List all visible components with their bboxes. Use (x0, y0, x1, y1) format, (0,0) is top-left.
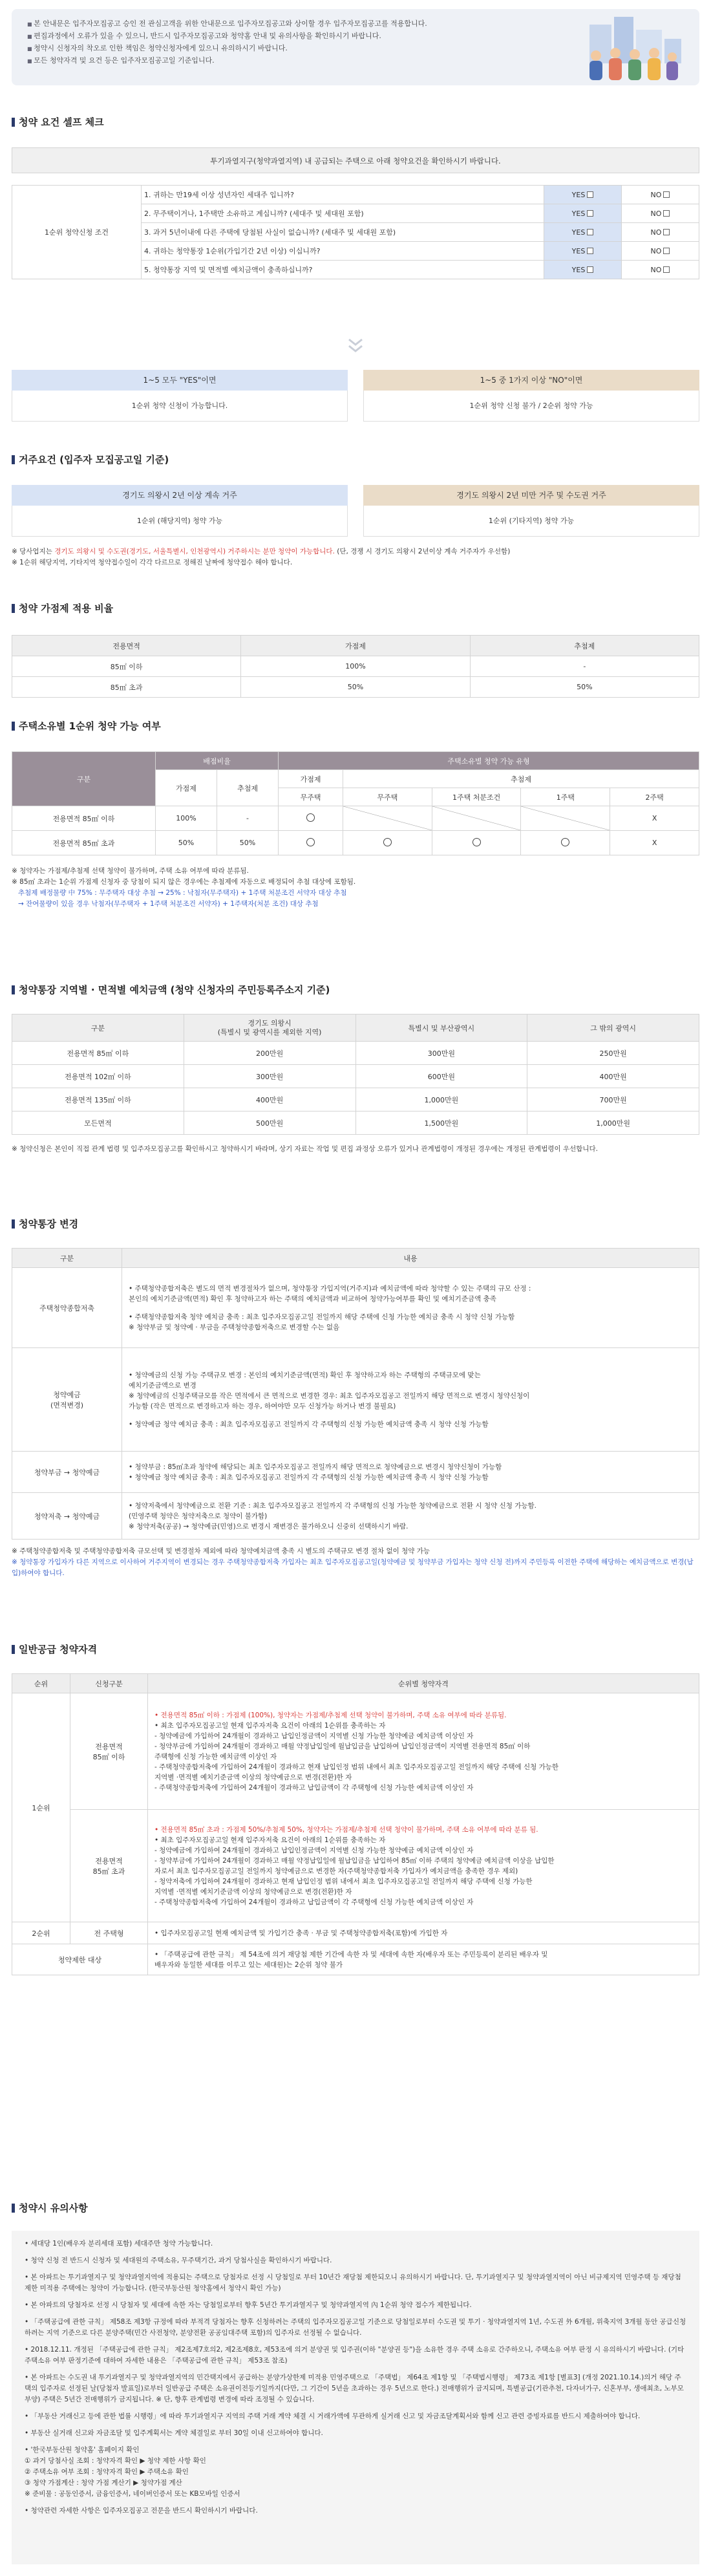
not-applicable-cell (343, 806, 432, 831)
result-yes-body: 1순위 청약 신청이 가능합니다. (12, 391, 348, 422)
yes-option[interactable] (544, 223, 622, 242)
yes-checkbox[interactable] (587, 229, 593, 235)
ownership-table (12, 751, 699, 910)
note-highlight: ※ 청약통장 가입자가 다른 지역으로 이사하여 거주지역이 변경되는 경우 주택청약종합저축 가입자는 최초 입주자모집공고일(청약예금 및 청약부금 가입자는 청약 신청 전)까지 주민등록 이전한 주택에 해당하는 예치금액으로 변경(납입)하여야 합니다. (12, 1558, 694, 1577)
line: • 주택청약종합저축은 별도의 면적 변경절차가 없으며, 청약통장 가입지역(거주지)과 예치금액에 따라 청약할 수 있는 주택의 규모 산정 : (129, 1284, 531, 1293)
no-label: NO (650, 228, 662, 237)
line: • 청약예금의 신청 가능 주택규모 변경 : 본인의 예치기준금액(면적) 확인 후 청약하고자 하는 주택형의 주택규모에 맞는 (129, 1371, 481, 1379)
table-cell: 85㎡ 이하 (12, 656, 241, 677)
line: • 전용면적 85㎡ 초과 : 가점제 50%/추첨제 50%, 청약자는 가점제/추첨제 선택 청약이 불가하며, 주택 소유 여부에 따라 분류 됨. (154, 1825, 538, 1834)
note-text: ※ 청약자는 가점제/추첨제 선택 청약이 불가하며, 주택 소유 여부에 따라 분류됨. (12, 867, 249, 875)
table-cell: 청약제한 대상 (12, 1944, 148, 1975)
table-header: 추첨제 (343, 770, 699, 788)
notice-item: ■ 모든 청약자격 및 요건 등은 입주자모집공고일 기준입니다. (27, 55, 699, 67)
no-option[interactable] (622, 186, 699, 204)
table-header: 구분 (12, 1249, 122, 1268)
table-cell: 50% (470, 677, 699, 698)
table-cell: 전용면적 135㎡ 이하 (12, 1088, 184, 1111)
yes-label: YES (571, 265, 586, 274)
yes-option[interactable] (544, 261, 622, 279)
no-checkbox[interactable] (663, 191, 670, 198)
caution-box (12, 2231, 699, 2564)
table-header: 구분 (12, 752, 156, 806)
line: - 주택청약종합저축에 가입하여 24개월이 경과하고 납입금액이 각 주택형에 신청 가능한 예치금액 이상인 자 (154, 1898, 474, 1906)
note-text: ※ 청약신청은 본인이 직접 관계 법령 및 입주자모집공고를 확인하시고 청약하시기 바라며, 상기 자료는 작업 및 편집 과정상 오류가 있거나 관계법령이 개정된 경우에는 개정된 관계법령이 우선합니다. (12, 1145, 599, 1153)
circle-icon (561, 838, 569, 846)
no-label: NO (650, 265, 662, 274)
line: • 청약예금 청약 예치금 충족 : 최초 입주자모집공고 전일까지 각 주택형의 신청 가능한 예치금액 충족 시 청약 신청 가능함 (129, 1420, 489, 1428)
residence-a-body: 1순위 (해당지역) 청약 가능 (12, 506, 348, 537)
table-header: 추첨제 (470, 636, 699, 656)
line: • 「주택공급에 관한 규칙」 제 54조에 의거 재당첨 제한 기간에 속한 자 및 세대에 속한 자(배우자 또는 주민등록이 분리된 배우자 및 (154, 1950, 548, 1959)
table-cell: 500만원 (184, 1111, 356, 1135)
table-cell: - (217, 806, 279, 831)
row-label (12, 186, 142, 279)
table-cell: 100% (241, 656, 470, 677)
yes-option[interactable] (544, 186, 622, 204)
line: • 청약예금 청약 예치금 충족 : 최초 입주자모집공고 전일까지 각 주택형의 신청 가능한 예치금액 충족 시 청약 신청 가능함 (129, 1473, 489, 1481)
table-cell: 50% (217, 831, 279, 855)
deposit-table (12, 1014, 699, 1155)
note-highlight: → 잔여물량이 있을 경우 낙첨자(무주택자 + 1주택 처분조건 서약자) + 1주택자(처분 조건) 대상 추첨 (18, 900, 319, 908)
residence-a-box (12, 485, 348, 537)
account-change-content (122, 1348, 699, 1452)
result-no-head: 1~5 중 1가지 이상 "NO"이면 (363, 370, 699, 391)
caution-item: • 세대당 1인(배우자 분리세대 포함) 세대주만 청약 가능합니다. (25, 2238, 686, 2249)
table-cell: 400만원 (527, 1065, 699, 1088)
eligibility-content (148, 1693, 699, 1810)
line: ※ 청약부금 및 청약예 · 부금을 주택청약종합저축으로 변경할 수는 없음 (129, 1323, 340, 1331)
notice-item: ■ 편집과정에서 오류가 있을 수 있으니, 반드시 입주자모집공고와 청약홈 안내 및 유의사항을 확인하시기 바랍니다. (27, 30, 699, 43)
table-cell: 청약부금 → 청약예금 (12, 1452, 122, 1493)
line: • 주택청약종합저축 청약 예치금 충족 : 최초 입주자모집공고일 전일까지 해당 주택에 신청 가능한 예치금 충족 시 청약 신청 가능함 (129, 1313, 515, 1321)
residence-a-head: 경기도 의왕시 2년 이상 계속 거주 (12, 485, 348, 506)
section-title: 주택소유별 1순위 청약 가능 여부 (12, 719, 161, 733)
eligibility-content (148, 1944, 699, 1975)
table-header: 그 밖의 광역시 (527, 1014, 699, 1042)
yes-checkbox[interactable] (587, 191, 593, 198)
question: 5. 청약통장 지역 및 면적별 예치금액이 충족하십니까? (142, 261, 544, 279)
note-text: ※ 주택청약종합저축 및 주택청약종합저축 규모선택 및 변경절차 제외에 따라 청약예치금액 충족 시 별도의 주택규모 변경 절차 없이 청약 가능 (12, 1547, 430, 1555)
section-title: 청약 가점제 적용 비율 (12, 601, 113, 615)
gajum-ratio-table (12, 635, 699, 698)
table-cell: 전 주택형 (70, 1922, 148, 1944)
table-header: 주택소유별 청약 가능 유형 (279, 752, 699, 770)
table-header: 순위 (12, 1674, 70, 1693)
line: - 청약부금에 가입하여 24개월이 경과하고 매월 약정납입일에 월납입금을 납입하여 85㎡ 이하 주택의 청약예금 예치금액 이상을 납입한 (154, 1856, 555, 1865)
eligibility-content (148, 1810, 699, 1922)
section-title: 일반공급 청약자격 (12, 1642, 97, 1656)
account-change-content (122, 1452, 699, 1493)
table-header: 특별시 및 부산광역시 (356, 1014, 527, 1042)
no-option[interactable] (622, 242, 699, 261)
people-illustration-icon (570, 13, 686, 83)
table-cell: 700만원 (527, 1088, 699, 1111)
section-title: 청약시 유의사항 (12, 2201, 88, 2215)
account-change-content (122, 1493, 699, 1540)
table-header: 배점비율 (156, 752, 279, 770)
table-header: 추첨제 (217, 770, 279, 806)
yes-label: YES (571, 228, 586, 237)
table-header: 내용 (122, 1249, 699, 1268)
line: - 청약예금에 가입하여 24개월이 경과하고 납입인정금액이 지역별 신청 가능한 청약예금 예치금액 이상인 자 (154, 1732, 474, 1740)
residence-note (12, 546, 699, 568)
line: - 청약예금에 가입하여 24개월이 경과하고 납입인정금액이 지역별 신청 가능한 청약예금 예치금액 이상인 자 (154, 1846, 474, 1854)
table-header: 신청구분 (70, 1674, 148, 1693)
caution-item: • 「주택공급에 관한 규칙」 제58조 제3항 규정에 따라 부적격 당첨자는 향후 신청하려는 주택의 입주자모집공고일 기준으로 당첨일로부터 수도권 및 투기 · 청약과열지역 1년, 수도권 外 6개월, 위축지역 3개월 동안 공급신청하려는 지역 기준으로 다른 분양주택(민간 사전청약, 분양전환 공공임대주택 포함)의 입주자로 선정될 수 없습니다. (25, 2317, 686, 2339)
table-cell: X (610, 831, 699, 855)
line: ※ 청약예금의 신청주택규모를 작은 면적에서 큰 면적으로 변경한 경우: 최초 입주자모집공고 전일까지 해당 면적으로 변경시 청약신청이 (129, 1391, 530, 1400)
table-cell: 1순위 (12, 1693, 70, 1922)
result-no-box (363, 370, 699, 422)
account-change-table (12, 1248, 699, 1579)
note-highlight: 추첨제 배정물량 中 75% : 무주택자 대상 추첨 → 25% : 낙첨자(무주택자) + 1주택 처분조건 서약자 대상 추첨 (18, 889, 347, 897)
note-highlight: 경기도 의왕시 및 수도권(경기도, 서울특별시, 인천광역시) 거주하시는 분만 청약이 가능합니다. (54, 548, 335, 555)
table-header: 1주택 (521, 788, 610, 806)
line: 배우자와 동일한 세대를 이루고 있는 세대원)는 2순위 청약 불가 (154, 1960, 343, 1969)
no-label: NO (650, 246, 662, 255)
question: 1. 귀하는 만19세 이상 성년자인 세대주 입니까? (142, 186, 544, 204)
residence-b-box (363, 485, 699, 537)
circle-icon (306, 838, 315, 846)
table-cell: 200만원 (184, 1042, 356, 1065)
no-checkbox[interactable] (663, 266, 670, 273)
result-yes-head: 1~5 모두 "YES"이면 (12, 370, 348, 391)
line: • 입주자모집공고일 현재 예치금액 및 가입기간 충족 · 부금 및 주택청약종합저축(포함)에 가입한 자 (148, 1922, 699, 1944)
yes-label: YES (571, 209, 586, 218)
caution-item: • 청약 신청 전 반드시 신청자 및 세대원의 주택소유, 무주택기간, 과거 당첨사실을 확인하시기 바랍니다. (25, 2255, 686, 2266)
line: 예치기준금액으로 변경 (129, 1381, 196, 1390)
table-cell: - (470, 656, 699, 677)
line: • 최초 입주자모집공고일 현재 입주자저축 요건이 아래의 1순위를 충족하는 자 (154, 1721, 386, 1730)
line: - 주택청약종합저축에 가입하여 24개월이 경과하고 현재 납입인정 범위 내에서 최초 입주자모집공고일 전일까지 해당 주택에 신청 가능한 (154, 1763, 559, 1771)
line: 지역별 ·면적별 예치기준금액 이상의 청약예금으로 변경(전환)한 자 (154, 1773, 352, 1781)
table-cell: 250만원 (527, 1042, 699, 1065)
line: ※ 청약저축(공공) → 청약예금(민영)으로 변경시 재변경은 불가하오니 신중히 선택하시기 바람. (129, 1522, 409, 1530)
possible-cell (279, 831, 343, 855)
yes-checkbox[interactable] (587, 248, 593, 254)
caution-item: • 본 아파트는 투기과열지구 및 청약과열지역에 적용되는 주택으로 당첨자로 선정 시 당첨일로 부터 10년간 재당첨 제한되오니 유의하시기 바랍니다. 단, 투기과열지구 및 청약과열지역이 아닌 비규제지역 민영주택 등 재당첨 제한 미적용 주택에는 청약이 가능합니다. (한국부동산원 청약홈에서 청약시 확인 가능) (25, 2272, 686, 2294)
table-cell: 청약저축 → 청약예금 (12, 1493, 122, 1540)
line: • 청약부금 : 85㎡초과 청약에 해당되는 최초 입주자모집공고 전일까지 해당 면적으로 청약예금으로 변경시 청약신청이 가능함 (129, 1463, 502, 1471)
no-label: NO (650, 209, 662, 218)
note-text: ※ 1순위 해당지역, 기타지역 청약접수일이 각각 다르므로 정해진 날짜에 청약접수 해야 합니다. (12, 559, 293, 566)
circle-icon (472, 838, 481, 846)
no-checkbox[interactable] (663, 229, 670, 235)
note-text: (단, 경쟁 시 경기도 의왕시 2년이상 계속 거주자가 우선함) (334, 548, 511, 555)
ownership-notes (12, 866, 699, 910)
table-cell: 400만원 (184, 1088, 356, 1111)
table-cell: 300만원 (356, 1042, 527, 1065)
table-cell: 1,500만원 (356, 1111, 527, 1135)
no-checkbox[interactable] (663, 210, 670, 217)
table-header: 순위별 청약자격 (148, 1674, 699, 1693)
possible-cell (521, 831, 610, 855)
no-label: NO (650, 190, 662, 199)
table-cell: 600만원 (356, 1065, 527, 1088)
line: 본인의 예치기준금액(면적) 확인 후 청약하고자 하는 주택의 예치금액과 비교하여 청약가능여부를 확인 및 예치기준금액 충족 (129, 1294, 496, 1303)
line: • 전용면적 85㎡ 이하 : 가점제 (100%), 청약자는 가점제/추첨제 선택 청약이 불가하며, 주택 소유 여부에 따라 분류됨. (154, 1711, 507, 1719)
table-cell: 2순위 (12, 1922, 70, 1944)
row-label-text: 1순위 청약신청 조건 (45, 228, 109, 237)
table-header: 무주택 (343, 788, 432, 806)
circle-icon (383, 838, 392, 846)
no-option[interactable] (622, 204, 699, 223)
table-header: 경기도 의왕시 (특별시 및 광역시를 제외한 지역) (184, 1014, 356, 1042)
note-text: ※ 당사업지는 (12, 548, 55, 555)
no-checkbox[interactable] (663, 248, 670, 254)
table-cell: 50% (241, 677, 470, 698)
self-check-header: 투기과열지구(청약과열지역) 내 공급되는 주택으로 아래 청약요건을 확인하시기 바랍니다. (12, 147, 699, 173)
note-text: ※ 85㎡ 초과는 1순위 가점제 신청자 중 당첨이 되지 않은 경우에는 추첨제에 자동으로 배정되어 추첨 대상에 포함됨. (12, 878, 356, 886)
table-cell: 전용면적 85㎡ 초과 (12, 831, 156, 855)
table-cell: 모든면적 (12, 1111, 184, 1135)
section-title: 청약통장 변경 (12, 1217, 78, 1230)
table-cell: 청약예금 (면적변경) (12, 1348, 122, 1452)
no-option[interactable] (622, 261, 699, 279)
chevron-down-icon (346, 338, 365, 354)
table-header: 1주택 처분조건 (432, 788, 521, 806)
table-header: 2주택 (610, 788, 699, 806)
no-option[interactable] (622, 223, 699, 242)
result-yes-box (12, 370, 348, 422)
yes-label: YES (571, 190, 586, 199)
table-cell: 1,000만원 (356, 1088, 527, 1111)
possible-cell (432, 831, 521, 855)
result-no-body: 1순위 청약 신청 불가 / 2순위 청약 가능 (363, 391, 699, 422)
table-cell: 전용면적 85㎡ 이하 (12, 806, 156, 831)
table-cell: 85㎡ 초과 (12, 677, 241, 698)
line: • 청약저축에서 청약예금으로 전환 기준 : 최초 입주자모집공고 전일까지 각 주택형의 신청 가능한 청약예금으로 전환 시 청약 신청 가능함. (129, 1501, 537, 1510)
yes-option[interactable] (544, 242, 622, 261)
notice-item: ■ 청약시 신청자의 착오로 인한 책임은 청약신청자에게 있으니 유의하시기 바랍니다. (27, 43, 699, 55)
top-notice-box (12, 9, 699, 85)
line: • 최초 입주자모집공고일 현재 입주자저축 요건이 아래의 1순위를 충족하는 자 (154, 1836, 386, 1844)
not-applicable-cell (521, 806, 610, 831)
question: 4. 귀하는 청약통장 1순위(가입기간 2년 이상) 이십니까? (142, 242, 544, 261)
caution-item: • 「부동산 거래신고 등에 관한 법률 시행령」에 따라 투기과열지구 지역의 주택 거래 계약 체결 시 거래가액에 무관하게 실거래 신고 및 자금조달계획서와 함께 신고 관련 증빙자료를 반드시 제출하여야 합니다. (25, 2411, 686, 2422)
table-cell: 1,000만원 (527, 1111, 699, 1135)
caution-item: • '한국부동산원 청약홈' 홈페이지 확인 ① 과거 당첨사실 조회 : 청약자격 확인 ▶ 청약 제한 사항 확인 ② 주택소유 여부 조회 : 청약자격 확인 ▶ 주택소유 확인 ③ 청약 가점계산 : 청약 가점 계산기 ▶ 청약가점 계산 ※ 준비물 : 공동인증서, 금융인증서, 네이버인증서 또는 KB모바일 인증서 (25, 2445, 686, 2500)
caution-item: • 2018.12.11. 개정된 「주택공급에 관한 규칙」 제2조제7호의2, 제2조제8호, 제53조에 의거 분양권 및 입주권(이하 "분양권 등")을 소유한 경우 주택 소유로 간주하오니, 주택소유 여부 판정 시 유의하시기 바랍니다. (기타 주택소유 여부 판정기준에 대하여 자세한 내용은 「주택공급에 관한 규칙」 제53조 참조) (25, 2345, 686, 2367)
not-applicable-cell (432, 806, 521, 831)
yes-option[interactable] (544, 204, 622, 223)
question: 3. 과거 5년이내에 다른 주택에 당첨된 사실이 없습니까? (세대주 및 세대원 포함) (142, 223, 544, 242)
residence-b-body: 1순위 (기타지역) 청약 가능 (363, 506, 699, 537)
section-title: 청약통장 지역별 · 면적별 예치금액 (청약 신청자의 주민등록주소지 기준) (12, 983, 330, 996)
caution-item: • 본 아파트의 당첨자로 선정 시 당첨자 및 세대에 속한 자는 당첨일로부터 향후 5년간 투기과열지구 및 청약과열지역 內 1순위 청약 접수가 제한됩니다. (25, 2300, 686, 2311)
table-cell: 100% (156, 806, 217, 831)
caution-item: • 청약관련 자세한 사항은 입주자모집공고 전문을 반드시 확인하시기 바랍니다. (25, 2506, 686, 2517)
caution-item: • 본 아파트는 수도권 내 투기과열지구 및 청약과열지역의 민간택지에서 공급하는 분양가상한제 미적용 민영주택으로 「주택법」 제64조 제1항 및 「주택법시행령」 제73조 제1항 [별표3] (개정 2021.10.14.)의거 해당 주택의 입주자로 선정된 날(당첨자 발표일)로부터 일반공급 주택은 소유권이전등기일까지(다만, 그 기간이 5년을 초과하는 경우 5년으로 한다.) 전매행위가 금지되며, 특별공급(기관추천, 다자녀가구, 신혼부부, 생애최초, 노부모부양) 주택은 5년간 전매행위가 금지됩니다. ※ 단, 향후 관계법령 변경에 따라 조정될 수 있습니다. (25, 2372, 686, 2405)
table-header: 가점제 (241, 636, 470, 656)
eligibility-table (12, 1673, 699, 1975)
table-cell: X (610, 806, 699, 831)
line: (민영주택 청약은 청약저축으로 청약이 불가함) (129, 1512, 268, 1520)
residence-b-head: 경기도 의왕시 2년 미만 거주 및 수도권 거주 (363, 485, 699, 506)
self-check-table (12, 147, 699, 279)
section-title: 거주요건 (입주자 모집공고일 기준) (12, 453, 169, 466)
possible-cell (343, 831, 432, 855)
circle-icon (306, 813, 315, 822)
possible-cell (279, 806, 343, 831)
line: - 청약저축에 가입하여 24개월이 경과하고 현재 납입인정 범위 내에서 최초 입주자모집공고일 전일까지 해당 주택에 신청 가능한 (154, 1877, 533, 1885)
table-cell: 전용면적 85㎡ 초과 (70, 1810, 148, 1922)
table-header: 무주택 (279, 788, 343, 806)
table-cell: 주택청약종합저축 (12, 1268, 122, 1348)
table-cell: 전용면적 85㎡ 이하 (70, 1693, 148, 1810)
line: - 주택청약종합저축에 가입하여 24개월이 경과하고 납입금액이 각 주택형에 신청 가능한 예치금액 이상인 자 (154, 1783, 474, 1792)
table-header: 구분 (12, 1014, 184, 1042)
caution-item: • 부동산 실거래 신고와 자금조달 및 입주계획서는 계약 체결일로 부터 30일 이내 신고하여야 합니다. (25, 2428, 686, 2439)
yes-checkbox[interactable] (587, 266, 593, 273)
yes-label: YES (571, 246, 586, 255)
table-cell: 전용면적 85㎡ 이하 (12, 1042, 184, 1065)
table-header: 전용면적 (12, 636, 241, 656)
table-cell: 전용면적 102㎡ 이하 (12, 1065, 184, 1088)
yes-checkbox[interactable] (587, 210, 593, 217)
line: - 청약부금에 가입하여 24개월이 경과하고 매월 약정납입일에 월납입금을 납입하여 납입인정금액이 지역별 전용면적 85㎡ 이하 (154, 1742, 531, 1750)
table-header: 가점제 (156, 770, 217, 806)
table-cell: 50% (156, 831, 217, 855)
table-cell: 300만원 (184, 1065, 356, 1088)
question: 2. 무주택이거나, 1주택만 소유하고 계십니까? (세대주 및 세대원 포함) (142, 204, 544, 223)
table-header: 가점제 (279, 770, 343, 788)
account-change-content (122, 1268, 699, 1348)
notice-item: ■ 본 안내문은 입주자모집공고 승인 전 관심고객을 위한 안내문으로 입주자모집공고와 상이할 경우 입주자모집공고를 적용합니다. (27, 18, 699, 30)
line: 주택형에 신청 가능한 예치금액 이상인 자 (154, 1752, 277, 1761)
account-change-notes (12, 1546, 699, 1579)
line: 지역별 ·면적별 예치기준금액 이상의 청약예금으로 변경(전환)한 자 (154, 1887, 352, 1896)
line: 자로서 최초 입주자모집공고일 전일까지 청약예금으로 변경한 자(주택청약종합저축 가입자가 예치금액을 충족한 경우 제외) (154, 1867, 518, 1875)
line: 가능함 (작은 면적으로 변경하고자 하는 경우, 하여야만 모두 신청가능 하거나 변경 불필요) (129, 1402, 396, 1410)
section-title: 청약 요건 셀프 체크 (12, 115, 104, 129)
